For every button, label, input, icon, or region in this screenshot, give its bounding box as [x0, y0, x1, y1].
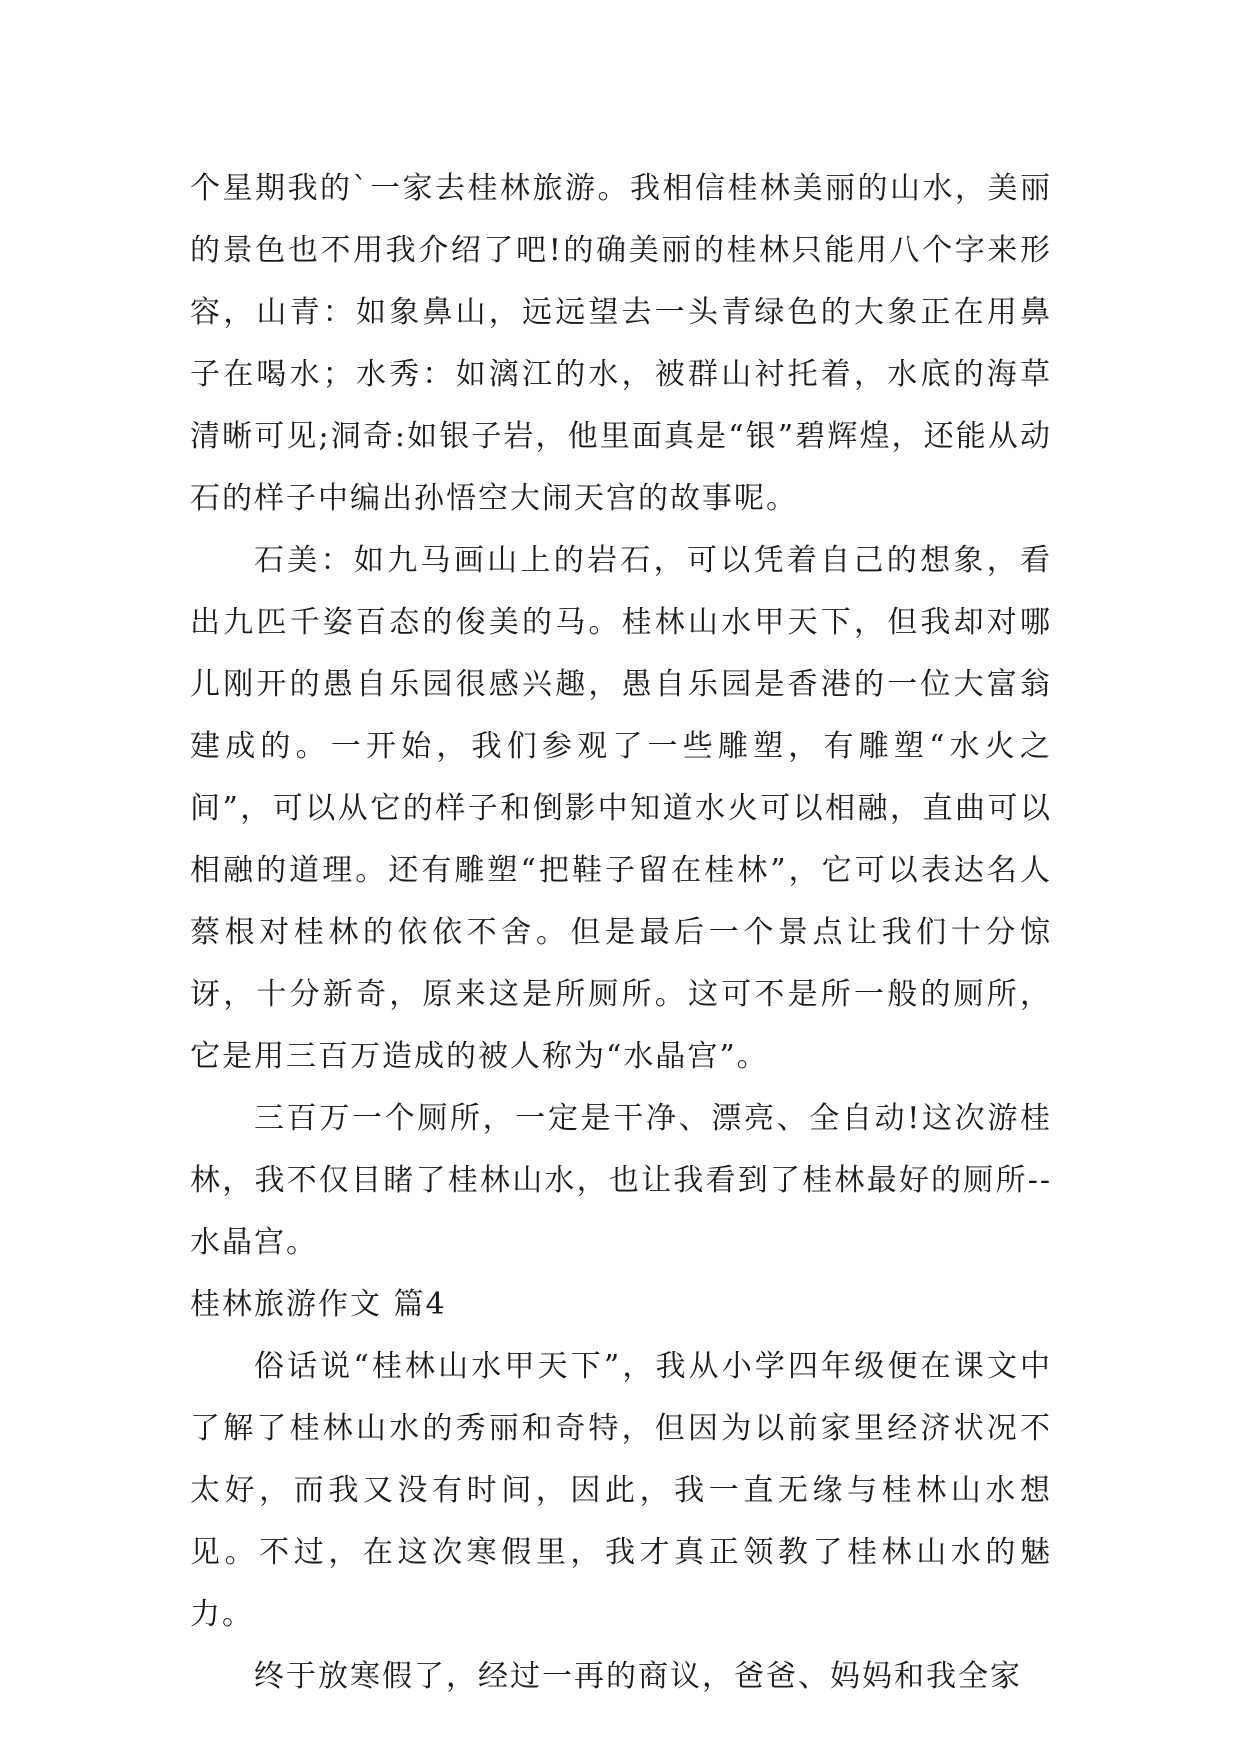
paragraph-1: 个星期我的`一家去桂林旅游。我相信桂林美丽的山水，美丽的景色也不用我介绍了吧!的确美丽的桂林只能用八个字来形容，山青：如象鼻山，远远望去一头青绿色的大象正在用鼻子在喝水；水秀：如漓江的水，被群山衬托着，水底的海草清晰可见;洞奇:如银子岩，他里面真是“银”碧辉煌，还能从动石的样子中编出孙悟空大闹天宫的故事呢。 [190, 171, 1052, 516]
section-heading: 桂林旅游作文 篇4 [190, 1287, 447, 1322]
paragraph-5: 终于放寒假了，经过一再的商议，爸爸、妈妈和我全家 [254, 1659, 1022, 1694]
document-page [190, 158, 1052, 1708]
paragraph-4: 俗话说“桂林山水甲天下”，我从小学四年级便在课文中了解了桂林山水的秀丽和奇特，但因为以前家里经济状况不太好，而我又没有时间，因此，我一直无缘与桂林山水想见。不过，在这次寒假里，我才真正领教了桂林山水的魅力。 [190, 1349, 1052, 1632]
paragraph-3: 三百万一个厕所，一定是干净、漂亮、全自动!这次游桂林，我不仅目睹了桂林山水，也让我看到了桂林最好的厕所--水晶宫。 [190, 1101, 1052, 1260]
paragraph-2: 石美：如九马画山上的岩石，可以凭着自己的想象，看出九匹千姿百态的俊美的马。桂林山水甲天下，但我却对哪儿刚开的愚自乐园很感兴趣，愚自乐园是香港的一位大富翁建成的。一开始，我们参观了一些雕塑，有雕塑“水火之间”，可以从它的样子和倒影中知道水火可以相融，直曲可以相融的道理。还有雕塑“把鞋子留在桂林”，它可以表达名人蔡根对桂林的依依不舍。但是最后一个景点让我们十分惊讶，十分新奇，原来这是所厕所。这可不是所一般的厕所，它是用三百万造成的被人称为“水晶宫”。 [190, 543, 1052, 1074]
